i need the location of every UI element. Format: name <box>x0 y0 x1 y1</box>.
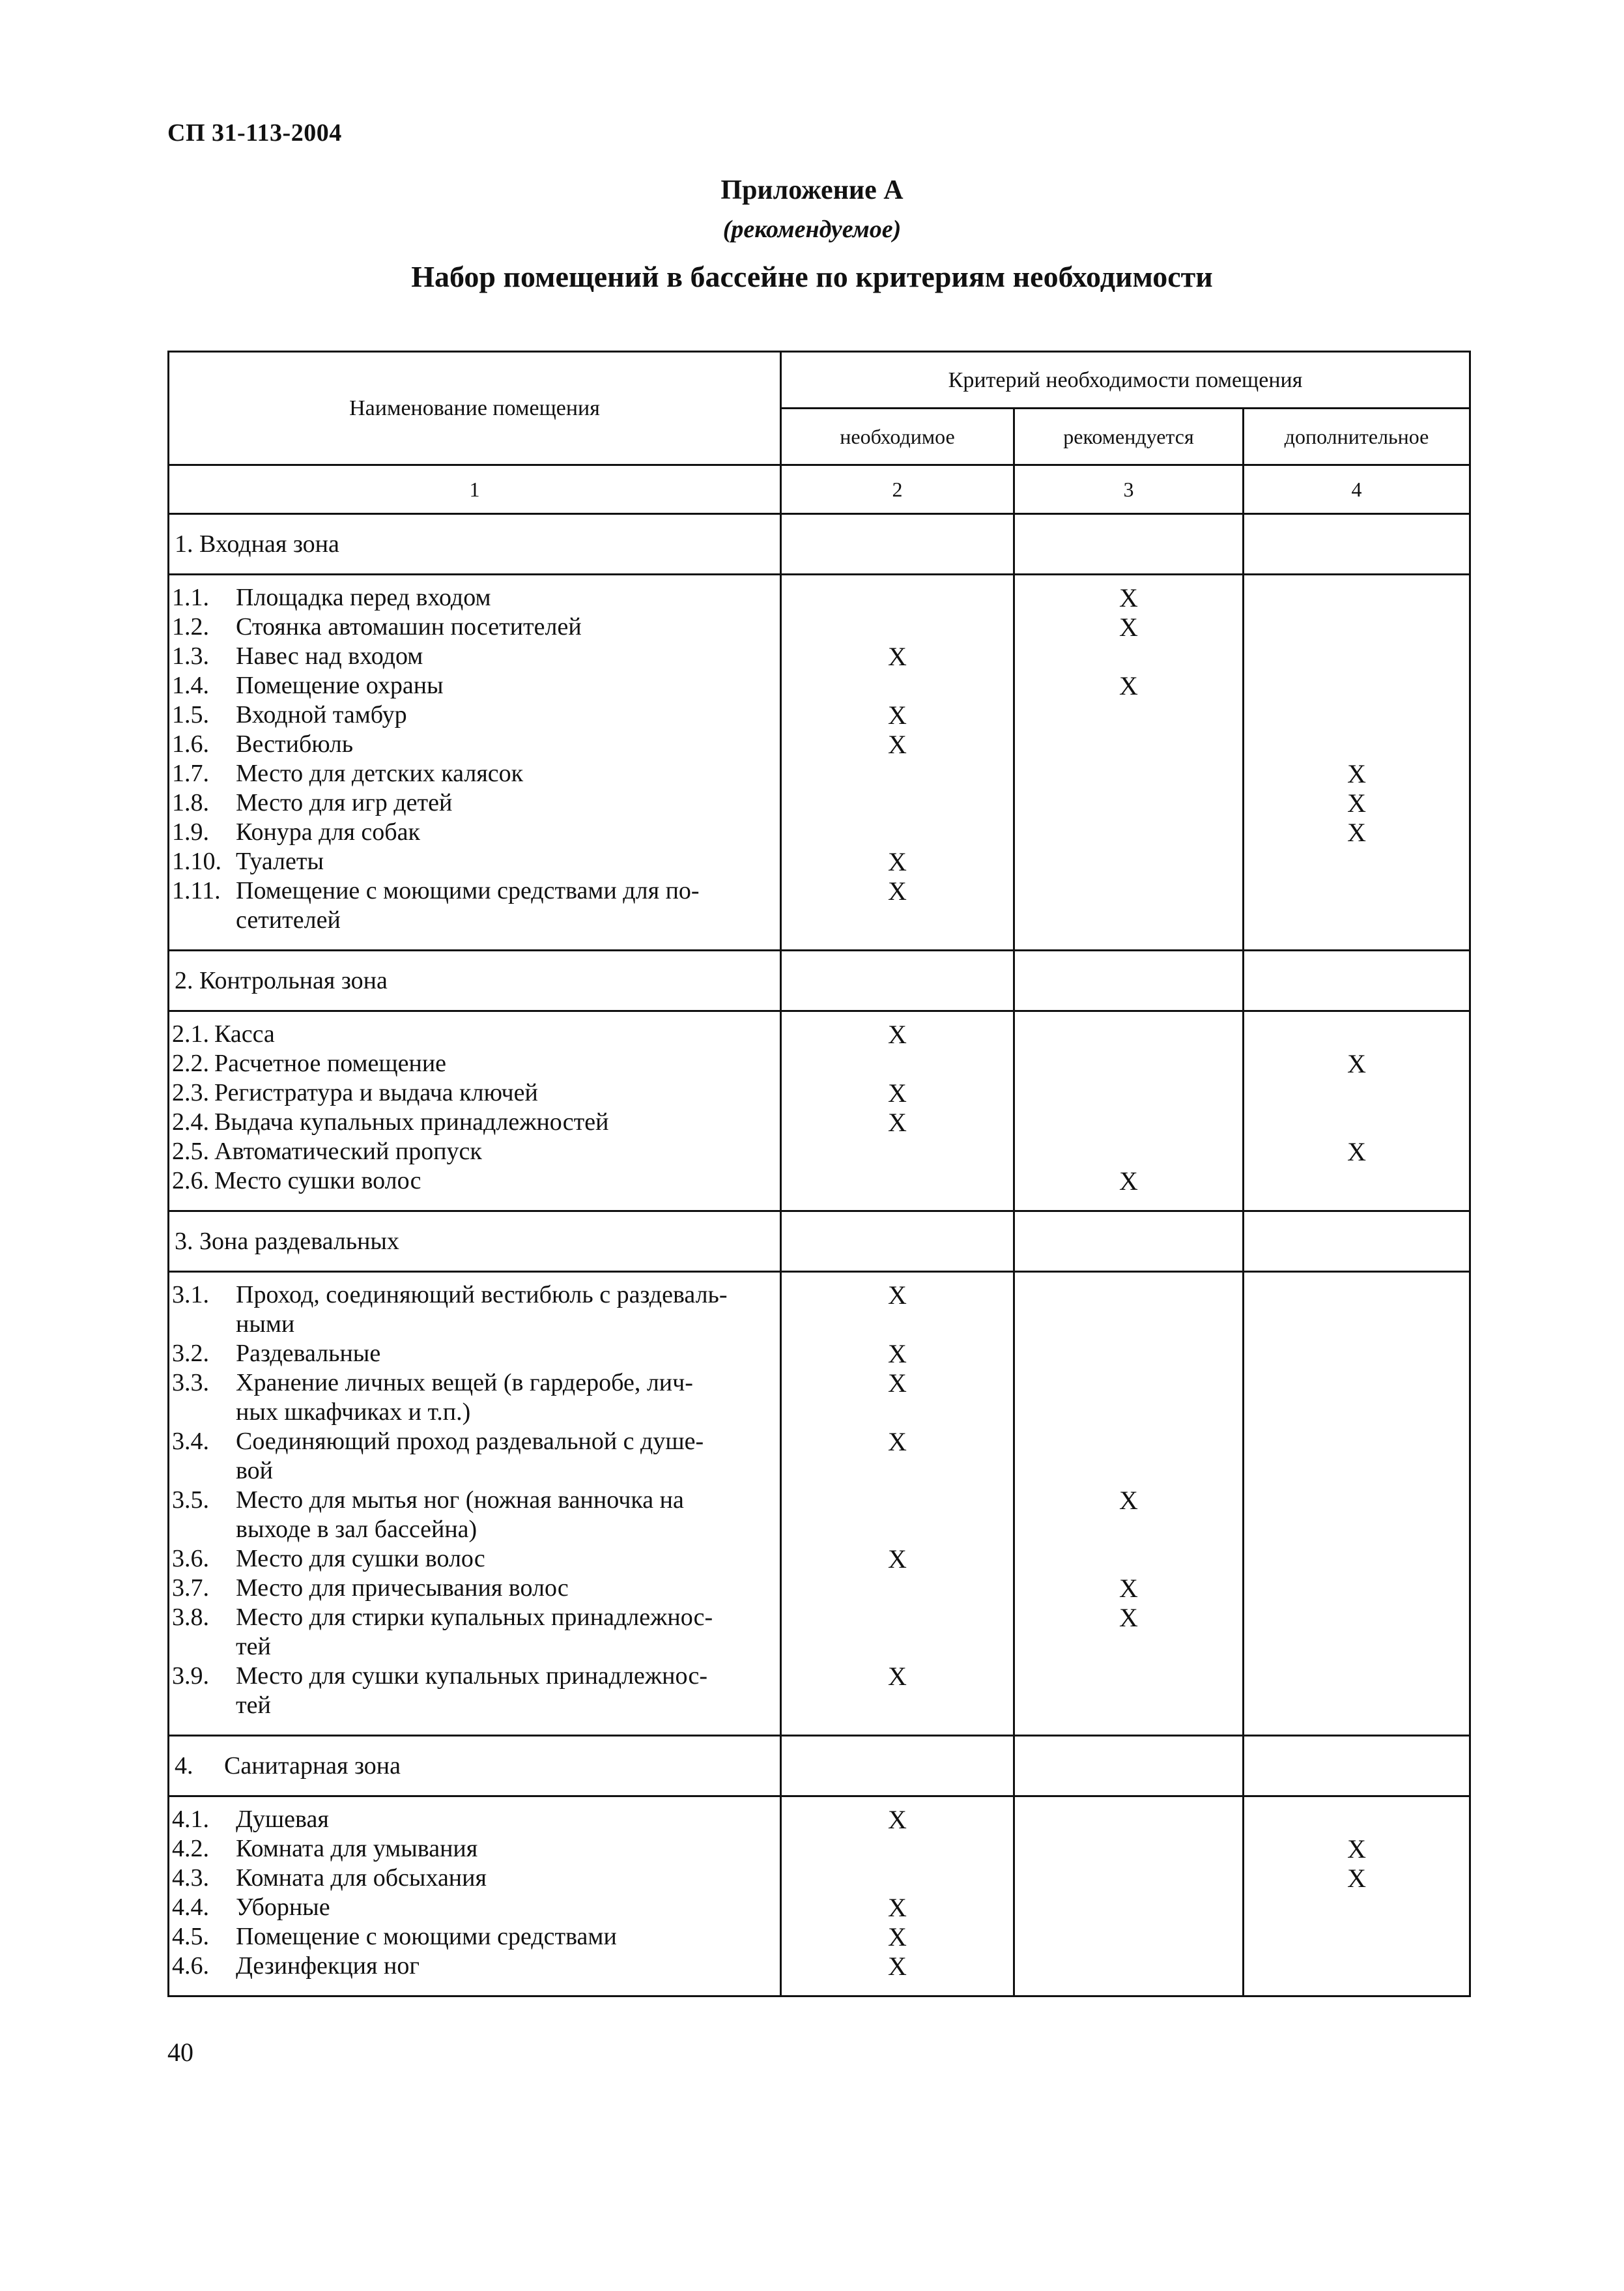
criteria-mark-cell <box>1014 1272 1244 1736</box>
empty-cell <box>781 1736 1014 1796</box>
criteria-mark: X <box>888 1427 907 1456</box>
room-item <box>172 818 773 847</box>
mark-spacer <box>1244 1632 1469 1662</box>
criteria-mark: X <box>888 1544 907 1574</box>
criteria-mark: X <box>1347 788 1366 818</box>
room-number: 3.1. <box>172 1281 209 1308</box>
empty-cell <box>1244 514 1470 575</box>
mark-spacer <box>1015 847 1242 876</box>
room-name: Место для детских калясок <box>236 760 524 787</box>
room-name: Касса <box>214 1020 275 1048</box>
mark-spacer <box>1015 1691 1242 1720</box>
room-number: 1.3. <box>172 642 209 670</box>
page-number: 40 <box>167 2038 193 2067</box>
room-number: 1.7. <box>172 760 209 787</box>
criteria-mark-cell <box>1244 1796 1470 1996</box>
mark-spacer <box>1244 1515 1469 1544</box>
room-number: 4.5. <box>172 1923 209 1950</box>
room-name: Расчетное помещение <box>214 1050 447 1077</box>
criteria-mark: X <box>1119 1603 1138 1632</box>
room-name: Место для сушки волос <box>236 1545 485 1572</box>
room-number: 1.4. <box>172 672 209 699</box>
mark-spacer <box>782 759 1013 788</box>
room-number: 2.2. <box>172 1050 209 1077</box>
rooms-criteria-table <box>167 351 1471 1997</box>
mark-spacer <box>782 1137 1013 1166</box>
room-name: Вестибюль <box>236 730 354 758</box>
room-number: 1.1. <box>172 584 209 611</box>
empty-cell <box>1014 1736 1244 1796</box>
mark-spacer <box>1244 876 1469 906</box>
mark-spacer <box>782 671 1013 700</box>
empty-cell <box>1014 951 1244 1011</box>
room-number: 3.2. <box>172 1340 209 1367</box>
room-name: Помещение охраны <box>236 672 444 699</box>
mark-spacer <box>1244 1456 1469 1486</box>
mark-spacer <box>1244 1662 1469 1691</box>
criteria-mark: X <box>1119 583 1138 612</box>
room-item <box>172 1166 773 1196</box>
mark-spacer <box>1244 1952 1469 1981</box>
header-row <box>169 352 1470 409</box>
room-name: Душевая <box>236 1806 329 1833</box>
room-name: Туалеты <box>236 848 324 875</box>
criteria-mark-cell <box>1244 1272 1470 1736</box>
room-name: Уборные <box>236 1894 330 1921</box>
room-item <box>172 1662 773 1691</box>
room-item <box>172 1078 773 1108</box>
zone-title: 4. Санитарная зона <box>169 1736 781 1796</box>
room-number: 3.8. <box>172 1604 209 1631</box>
mark-spacer <box>1244 1893 1469 1922</box>
criteria-mark: X <box>1119 1486 1138 1515</box>
room-name: Комната для умывания <box>236 1835 478 1862</box>
mark-spacer <box>1244 1805 1469 1834</box>
room-item <box>172 1893 773 1922</box>
mark-spacer <box>1015 1427 1242 1456</box>
room-number: 1.10. <box>172 848 221 875</box>
room-list-cell <box>169 1796 781 1996</box>
room-list-cell <box>169 575 781 951</box>
room-item <box>172 1574 773 1603</box>
mark-spacer <box>1244 1166 1469 1196</box>
room-name: сетителей <box>236 906 341 934</box>
mark-spacer <box>1244 847 1469 876</box>
criteria-mark: X <box>888 847 907 876</box>
mark-spacer <box>782 1166 1013 1196</box>
mark-spacer <box>782 1456 1013 1486</box>
mark-spacer <box>1015 1137 1242 1166</box>
room-number <box>172 1310 236 1339</box>
criteria-mark: X <box>1347 1834 1366 1864</box>
zone-row <box>169 1736 1470 1796</box>
mark-spacer <box>1015 1108 1242 1137</box>
criteria-mark-cell <box>781 1796 1014 1996</box>
criteria-mark: X <box>1119 1166 1138 1196</box>
criteria-mark-cell <box>1014 1011 1244 1211</box>
mark-spacer <box>1244 1368 1469 1398</box>
zone-row <box>169 951 1470 1011</box>
room-number: 4.6. <box>172 1952 209 1980</box>
mark-spacer <box>1244 1922 1469 1952</box>
room-name: Помещение с моющими средствами для по- <box>236 877 700 904</box>
criteria-mark: X <box>888 1280 907 1310</box>
room-number: 1.2. <box>172 613 209 641</box>
mark-spacer <box>1015 1310 1242 1339</box>
mark-spacer <box>1244 1544 1469 1574</box>
criteria-mark: X <box>888 1078 907 1108</box>
room-number: 3.6. <box>172 1545 209 1572</box>
room-number: 1.11. <box>172 877 221 904</box>
mark-spacer <box>1244 700 1469 730</box>
criteria-mark: X <box>888 1368 907 1398</box>
criteria-recommended-header: рекомендуется <box>1014 409 1244 465</box>
mark-spacer <box>1244 1603 1469 1632</box>
document-code: СП 31-113-2004 <box>167 119 342 147</box>
room-number: 2.4. <box>172 1108 209 1136</box>
room-item <box>172 1456 773 1486</box>
mark-spacer <box>782 818 1013 847</box>
room-item <box>172 642 773 671</box>
room-number: 4.4. <box>172 1894 209 1921</box>
mark-spacer <box>1015 1078 1242 1108</box>
mark-spacer <box>1244 906 1469 935</box>
mark-spacer <box>782 1691 1013 1720</box>
mark-spacer <box>1244 583 1469 612</box>
criteria-mark: X <box>888 1020 907 1049</box>
room-item <box>172 876 773 906</box>
criteria-mark-cell <box>1244 575 1470 951</box>
mark-spacer <box>782 1515 1013 1544</box>
empty-cell <box>781 514 1014 575</box>
room-name: Стоянка автомашин посетителей <box>236 613 582 641</box>
mark-spacer <box>1244 1574 1469 1603</box>
mark-spacer <box>1244 1108 1469 1137</box>
mark-spacer <box>1015 759 1242 788</box>
criteria-mark: X <box>1347 818 1366 847</box>
mark-spacer <box>782 1603 1013 1632</box>
criteria-mark: X <box>1119 671 1138 700</box>
room-item <box>172 1280 773 1310</box>
column-number: 4 <box>1244 465 1470 514</box>
room-name: Навес над входом <box>236 642 423 670</box>
room-item <box>172 1864 773 1893</box>
room-number: 1.9. <box>172 818 209 846</box>
room-number: 3.9. <box>172 1662 209 1690</box>
mark-spacer <box>1015 1368 1242 1398</box>
room-name: Дезинфекция ног <box>236 1952 420 1980</box>
room-item <box>172 906 773 935</box>
criteria-mark-cell <box>781 575 1014 951</box>
mark-spacer <box>1244 1427 1469 1456</box>
zone-row <box>169 514 1470 575</box>
zone-title: 2. Контрольная зона <box>169 951 781 1011</box>
room-name: Помещение с моющими средствами <box>236 1923 617 1950</box>
mark-spacer <box>1015 1339 1242 1368</box>
room-item <box>172 788 773 818</box>
empty-cell <box>1244 951 1470 1011</box>
mark-spacer <box>782 788 1013 818</box>
room-number: 1.6. <box>172 730 209 758</box>
room-name: Место для мытья ног (ножная ванночка на <box>236 1486 684 1514</box>
mark-spacer <box>1015 1893 1242 1922</box>
mark-spacer <box>1015 1864 1242 1893</box>
room-item <box>172 1691 773 1720</box>
mark-spacer <box>782 583 1013 612</box>
mark-spacer <box>782 1864 1013 1893</box>
mark-spacer <box>1244 730 1469 759</box>
room-item <box>172 1368 773 1398</box>
room-item <box>172 847 773 876</box>
column-number: 1 <box>169 465 781 514</box>
criteria-mark: X <box>888 642 907 671</box>
room-item <box>172 1398 773 1427</box>
mark-spacer <box>1015 1544 1242 1574</box>
zone-items-row <box>169 1796 1470 1996</box>
mark-spacer <box>1015 700 1242 730</box>
mark-spacer <box>1015 1020 1242 1049</box>
appendix-subtitle: (рекомендуемое) <box>722 216 902 243</box>
room-item <box>172 1427 773 1456</box>
mark-spacer <box>1244 1310 1469 1339</box>
criteria-mark: X <box>888 1805 907 1834</box>
room-item <box>172 1544 773 1574</box>
room-item <box>172 1952 773 1981</box>
mark-spacer <box>1015 1049 1242 1078</box>
room-name: ных шкафчиках и т.п.) <box>236 1398 471 1426</box>
mark-spacer <box>1015 1515 1242 1544</box>
mark-spacer <box>1015 1662 1242 1691</box>
room-name: Площадка перед входом <box>236 584 491 611</box>
mark-spacer <box>1244 1398 1469 1427</box>
room-name: тей <box>236 1692 271 1719</box>
room-number: 1.5. <box>172 701 209 728</box>
column-number-row <box>169 465 1470 514</box>
mark-spacer <box>1015 1834 1242 1864</box>
mark-spacer <box>1244 1486 1469 1515</box>
mark-spacer <box>1015 788 1242 818</box>
mark-spacer <box>782 1398 1013 1427</box>
room-number <box>172 1515 236 1544</box>
criteria-mark: X <box>1119 612 1138 642</box>
room-number <box>172 906 236 935</box>
room-number: 2.6. <box>172 1167 209 1194</box>
criteria-mark: X <box>888 876 907 906</box>
empty-cell <box>1244 1211 1470 1272</box>
room-name: Место для игр детей <box>236 789 453 816</box>
mark-spacer <box>1244 1691 1469 1720</box>
table-body <box>169 352 1470 1996</box>
page-title: Набор помещений в бассейне по критериям необходимости <box>411 260 1213 293</box>
mark-spacer <box>1015 730 1242 759</box>
room-name-header: Наименование помещения <box>169 352 781 465</box>
zone-title: 3. Зона раздевальных <box>169 1211 781 1272</box>
criteria-mark-cell <box>1014 575 1244 951</box>
empty-cell <box>1244 1736 1470 1796</box>
mark-spacer <box>1015 1805 1242 1834</box>
empty-cell <box>1014 1211 1244 1272</box>
room-name: Выдача купальных принадлежностей <box>214 1108 609 1136</box>
criteria-mark-cell <box>1014 1796 1244 1996</box>
criteria-mark: X <box>888 730 907 759</box>
room-item <box>172 1515 773 1544</box>
mark-spacer <box>782 1834 1013 1864</box>
mark-spacer <box>1015 1280 1242 1310</box>
room-name: выходе в зал бассейна) <box>236 1516 477 1543</box>
room-item <box>172 1632 773 1662</box>
mark-spacer <box>1015 906 1242 935</box>
criteria-mark: X <box>888 1339 907 1368</box>
room-item <box>172 1805 773 1834</box>
column-number: 3 <box>1014 465 1244 514</box>
mark-spacer <box>1015 1922 1242 1952</box>
mark-spacer <box>782 1310 1013 1339</box>
criteria-mark: X <box>1119 1574 1138 1603</box>
criteria-necessary-header: необходимое <box>781 409 1014 465</box>
criteria-additional-header: дополнительное <box>1244 409 1470 465</box>
room-item <box>172 1603 773 1632</box>
mark-spacer <box>782 612 1013 642</box>
room-item <box>172 671 773 700</box>
mark-spacer <box>782 1049 1013 1078</box>
mark-spacer <box>1015 1952 1242 1981</box>
room-item <box>172 1486 773 1515</box>
criteria-header: Критерий необходимости помещения <box>781 352 1470 409</box>
room-list <box>169 1020 780 1196</box>
room-number: 1.8. <box>172 789 209 816</box>
room-name: Входной тамбур <box>236 701 407 728</box>
criteria-mark-cell <box>781 1011 1014 1211</box>
mark-spacer <box>782 1486 1013 1515</box>
room-list-cell <box>169 1011 781 1211</box>
empty-cell <box>781 951 1014 1011</box>
criteria-mark-cell <box>781 1272 1014 1736</box>
criteria-mark: X <box>1347 759 1366 788</box>
room-name: вой <box>236 1457 274 1484</box>
room-name: Хранение личных вещей (в гардеробе, лич- <box>236 1369 693 1396</box>
mark-spacer <box>1244 671 1469 700</box>
room-item <box>172 1137 773 1166</box>
room-number: 3.5. <box>172 1486 209 1514</box>
criteria-mark-cell <box>1244 1011 1470 1211</box>
mark-spacer <box>1015 1632 1242 1662</box>
room-item <box>172 612 773 642</box>
room-name: Соединяющий проход раздевальной с душе- <box>236 1428 704 1455</box>
appendix-title: Приложение А <box>720 175 904 205</box>
room-item <box>172 1834 773 1864</box>
mark-spacer <box>1015 1456 1242 1486</box>
zone-title: 1. Входная зона <box>169 514 781 575</box>
room-name: Автоматический пропуск <box>214 1138 482 1165</box>
room-list-cell <box>169 1272 781 1736</box>
room-number: 2.3. <box>172 1079 209 1106</box>
room-name: ными <box>236 1310 295 1338</box>
mark-spacer <box>1244 642 1469 671</box>
column-number: 2 <box>781 465 1014 514</box>
room-item <box>172 700 773 730</box>
mark-spacer <box>1244 1020 1469 1049</box>
criteria-mark: X <box>888 1893 907 1922</box>
room-name: Место для причесывания волос <box>236 1574 569 1602</box>
room-number: 2.1. <box>172 1020 209 1048</box>
room-number: 3.4. <box>172 1428 209 1455</box>
zone-items-row <box>169 1011 1470 1211</box>
mark-spacer <box>1015 876 1242 906</box>
room-number <box>172 1398 236 1427</box>
room-name: Место для стирки купальных принадлежнос- <box>236 1604 713 1631</box>
zone-row <box>169 1211 1470 1272</box>
mark-spacer <box>1244 1078 1469 1108</box>
room-name: Место для сушки купальных принадлежнос- <box>236 1662 707 1690</box>
room-item <box>172 1922 773 1952</box>
room-item <box>172 1339 773 1368</box>
room-item <box>172 1020 773 1049</box>
room-name: Раздевальные <box>236 1340 381 1367</box>
room-item <box>172 1049 773 1078</box>
room-item <box>172 1108 773 1137</box>
room-list <box>169 1280 780 1720</box>
room-number: 2.5. <box>172 1138 209 1165</box>
room-number: 3.7. <box>172 1574 209 1602</box>
room-name: Место сушки волос <box>214 1167 421 1194</box>
criteria-mark: X <box>888 1662 907 1691</box>
room-item <box>172 759 773 788</box>
mark-spacer <box>1015 1398 1242 1427</box>
room-number <box>172 1691 236 1720</box>
mark-spacer <box>782 906 1013 935</box>
room-name: Регистратура и выдача ключей <box>214 1079 538 1106</box>
room-number <box>172 1632 236 1662</box>
mark-spacer <box>782 1574 1013 1603</box>
room-number: 4.1. <box>172 1806 209 1833</box>
room-number <box>172 1456 236 1486</box>
room-item <box>172 1310 773 1339</box>
mark-spacer <box>1244 612 1469 642</box>
room-number: 3.3. <box>172 1369 209 1396</box>
room-name: Конура для собак <box>236 818 420 846</box>
room-name: тей <box>236 1633 271 1660</box>
criteria-mark: X <box>1347 1864 1366 1893</box>
mark-spacer <box>782 1632 1013 1662</box>
room-item <box>172 583 773 612</box>
zone-items-row <box>169 1272 1470 1736</box>
room-name: Проход, соединяющий вестибюль с раздеваль- <box>236 1281 728 1308</box>
mark-spacer <box>1015 642 1242 671</box>
room-item <box>172 730 773 759</box>
mark-spacer <box>1244 1280 1469 1310</box>
criteria-mark: X <box>888 1952 907 1981</box>
room-number: 4.2. <box>172 1835 209 1862</box>
room-number: 4.3. <box>172 1864 209 1892</box>
room-list <box>169 1805 780 1981</box>
criteria-mark: X <box>888 1108 907 1137</box>
zone-items-row <box>169 575 1470 951</box>
room-list <box>169 583 780 935</box>
criteria-mark: X <box>888 700 907 730</box>
room-name: Комната для обсыхания <box>236 1864 487 1892</box>
criteria-mark: X <box>1347 1137 1366 1166</box>
empty-cell <box>1014 514 1244 575</box>
empty-cell <box>781 1211 1014 1272</box>
criteria-mark: X <box>1347 1049 1366 1078</box>
mark-spacer <box>1015 818 1242 847</box>
mark-spacer <box>1244 1339 1469 1368</box>
criteria-mark: X <box>888 1922 907 1952</box>
